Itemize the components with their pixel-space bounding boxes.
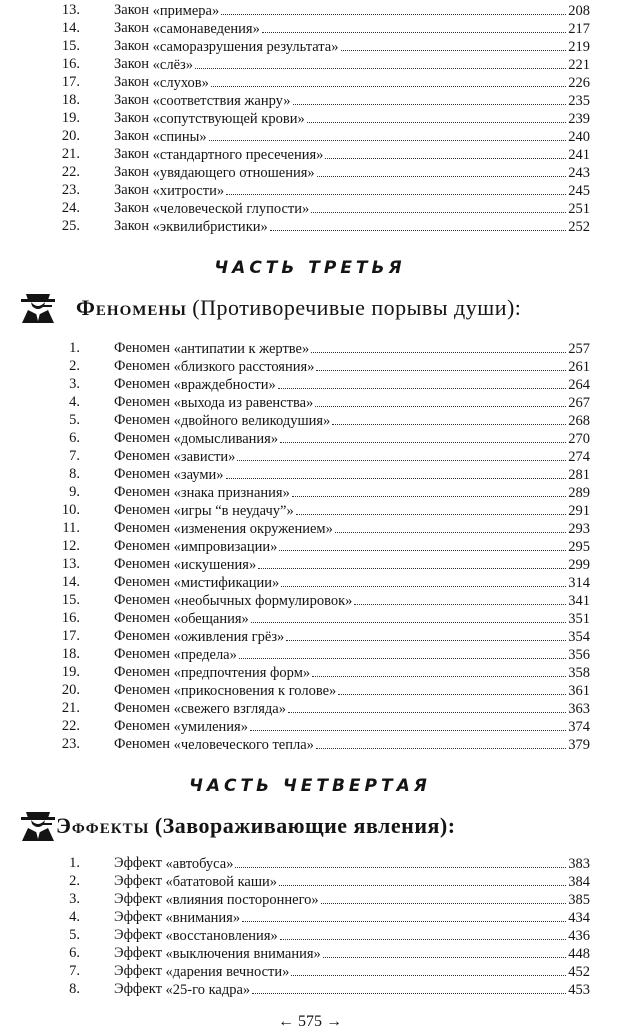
leader-dots <box>292 483 566 497</box>
entry-title: «мистификации» <box>173 575 280 591</box>
leader-dots <box>296 501 567 515</box>
leader-dots <box>252 980 566 994</box>
entry-kind-label: Феномен <box>114 448 170 464</box>
entry-kind-label: Закон <box>114 56 150 72</box>
entry-number: 14. <box>61 574 80 590</box>
entry-kind-label: Феномен <box>114 412 170 428</box>
leader-dots <box>239 645 566 659</box>
entry-number: 14. <box>61 20 80 36</box>
toc-entry <box>0 926 620 945</box>
leader-dots <box>278 375 566 389</box>
entry-title: «зауми» <box>173 467 224 483</box>
toc-entry <box>0 980 620 999</box>
entry-kind-label: Закон <box>114 128 150 144</box>
entry-title: «предпочтения форм» <box>173 665 311 681</box>
entry-kind-label: Феномен <box>114 430 170 446</box>
effects-heading <box>0 806 620 846</box>
entry-page: 252 <box>568 219 590 235</box>
toc-entry <box>0 717 620 736</box>
toc-entry <box>0 681 620 700</box>
entry-title: «изменения окружением» <box>173 521 333 537</box>
leader-dots <box>316 357 566 371</box>
entry-title: «домысливания» <box>173 431 279 447</box>
entry-number: 22. <box>61 164 80 180</box>
toc-entry <box>0 429 620 448</box>
entry-page: 383 <box>568 856 590 872</box>
entry-number: 11. <box>62 520 80 536</box>
leader-dots <box>323 944 566 958</box>
entry-title: «увядающего отношения» <box>152 165 315 181</box>
entry-page: 356 <box>568 647 590 663</box>
entry-page: 448 <box>568 946 590 962</box>
entry-title: «выхода из равенства» <box>173 395 314 411</box>
entry-number: 18. <box>61 92 80 108</box>
toc-entry <box>0 447 620 466</box>
entry-number: 17. <box>61 628 80 644</box>
entry-kind-label: Закон <box>114 218 150 234</box>
entry-page: 243 <box>568 165 590 181</box>
entry-kind-label: Эффект <box>114 945 162 961</box>
entry-page: 363 <box>568 701 590 717</box>
entry-number: 8. <box>69 466 80 482</box>
entry-page: 453 <box>568 982 590 998</box>
toc-entry <box>0 411 620 430</box>
entry-number: 6. <box>69 430 80 446</box>
leader-dots <box>281 573 566 587</box>
toc-entry <box>0 609 620 628</box>
entry-kind-label: Закон <box>114 110 150 126</box>
entry-page: 379 <box>568 737 590 753</box>
entry-number: 2. <box>69 873 80 889</box>
toc-entry <box>0 483 620 502</box>
leader-dots <box>226 465 567 479</box>
entry-kind-label: Феномен <box>114 736 170 752</box>
entry-title: «слёз» <box>152 57 193 73</box>
entry-kind-label: Закон <box>114 146 150 162</box>
leader-dots <box>338 681 566 695</box>
toc-entry <box>0 519 620 538</box>
entry-number: 13. <box>61 2 80 18</box>
entry-number: 15. <box>61 38 80 54</box>
entry-page: 267 <box>568 395 590 411</box>
leader-dots <box>291 962 566 976</box>
entry-number: 21. <box>61 700 80 716</box>
entry-number: 19. <box>61 110 80 126</box>
toc-entry <box>0 699 620 718</box>
toc-entry <box>0 393 620 412</box>
entry-number: 3. <box>69 891 80 907</box>
entry-page: 384 <box>568 874 590 890</box>
entry-page: 452 <box>568 964 590 980</box>
entry-page: 361 <box>568 683 590 699</box>
entry-kind-label: Феномен <box>114 340 170 356</box>
entry-title: «импровизации» <box>173 539 278 555</box>
entry-kind-label: Феномен <box>114 574 170 590</box>
entry-kind-label: Феномен <box>114 700 170 716</box>
entry-number: 1. <box>69 340 80 356</box>
entry-title: «автобуса» <box>165 856 234 872</box>
entry-number: 20. <box>61 128 80 144</box>
entry-number: 5. <box>69 412 80 428</box>
section-description: (Завораживающие явления): <box>154 813 456 838</box>
entry-page: 270 <box>568 431 590 447</box>
entry-kind-label: Феномен <box>114 664 170 680</box>
entry-page: 385 <box>568 892 590 908</box>
entry-title: «эквилибристики» <box>152 219 268 235</box>
phenomena-heading <box>0 288 620 328</box>
entry-kind-label: Феномен <box>114 394 170 410</box>
entry-page: 436 <box>568 928 590 944</box>
leader-dots <box>237 447 566 461</box>
leader-dots <box>312 663 566 677</box>
entry-page: 219 <box>568 39 590 55</box>
entry-number: 17. <box>61 74 80 90</box>
entry-kind-label: Феномен <box>114 718 170 734</box>
entry-kind-label: Закон <box>114 200 150 216</box>
leader-dots <box>251 609 566 623</box>
entry-page: 226 <box>568 75 590 91</box>
part-three-title: ЧАСТЬ ТРЕТЬЯ <box>214 258 406 278</box>
entry-kind-label: Феномен <box>114 592 170 608</box>
entry-number: 8. <box>69 981 80 997</box>
toc-entry <box>0 663 620 682</box>
entry-number: 12. <box>61 538 80 554</box>
leader-dots <box>335 519 566 533</box>
entry-kind-label: Феномен <box>114 466 170 482</box>
entry-kind-label: Феномен <box>114 556 170 572</box>
entry-page: 241 <box>568 147 590 163</box>
entry-title: «саморазрушения результата» <box>152 39 339 55</box>
entry-title: «оживления грёз» <box>173 629 285 645</box>
leader-dots <box>250 717 566 731</box>
entry-title: «человеческого тепла» <box>173 737 314 753</box>
entry-page: 261 <box>568 359 590 375</box>
arrow-right-icon: → <box>326 1013 342 1030</box>
entry-number: 23. <box>61 736 80 752</box>
entry-title: «свежего взгляда» <box>173 701 286 717</box>
entry-title: «близкого расстояния» <box>173 359 315 375</box>
leader-dots <box>288 699 566 713</box>
toc-entry <box>0 375 620 394</box>
entry-kind-label: Эффект <box>114 873 162 889</box>
entry-page: 274 <box>568 449 590 465</box>
section-name: Феномены <box>76 295 187 320</box>
entry-page: 295 <box>568 539 590 555</box>
entry-title: «двойного великодушия» <box>173 413 331 429</box>
entry-number: 19. <box>61 664 80 680</box>
leader-dots <box>354 591 566 605</box>
entry-number: 4. <box>69 394 80 410</box>
leader-dots <box>311 339 566 353</box>
entry-kind-label: Закон <box>114 2 150 18</box>
entry-kind-label: Закон <box>114 38 150 54</box>
entry-page: 354 <box>568 629 590 645</box>
entry-title: «хитрости» <box>152 183 225 199</box>
leader-dots <box>258 555 566 569</box>
entry-number: 2. <box>69 358 80 374</box>
entry-page: 314 <box>568 575 590 591</box>
entry-title: «знака признания» <box>173 485 290 501</box>
entry-kind-label: Феномен <box>114 484 170 500</box>
toc-entry <box>0 854 620 873</box>
entry-kind-label: Эффект <box>114 909 162 925</box>
entry-kind-label: Феномен <box>114 646 170 662</box>
leader-dots <box>280 926 567 940</box>
entry-number: 15. <box>61 592 80 608</box>
entry-kind-label: Феномен <box>114 610 170 626</box>
entry-number: 21. <box>61 146 80 162</box>
entry-title: «примера» <box>152 3 220 19</box>
entry-title: «сопутствующей крови» <box>152 111 305 127</box>
entry-page: 268 <box>568 413 590 429</box>
leader-dots <box>280 429 566 443</box>
entry-title: «выключения внимания» <box>165 946 321 962</box>
toc-entry <box>0 890 620 909</box>
entry-number: 7. <box>69 448 80 464</box>
detective-icon <box>18 288 58 329</box>
toc-entry <box>0 645 620 664</box>
entry-page: 217 <box>568 21 590 37</box>
entry-kind-label: Эффект <box>114 927 162 943</box>
entry-title: «внимания» <box>165 910 241 926</box>
entry-kind-label: Феномен <box>114 502 170 518</box>
toc-entry <box>0 555 620 574</box>
entry-kind-label: Эффект <box>114 963 162 979</box>
entry-title: «человеческой глупости» <box>152 201 310 217</box>
entry-title: «дарения вечности» <box>165 964 290 980</box>
entry-title: «слухов» <box>152 75 209 91</box>
toc-entry <box>0 872 620 891</box>
toc-entry <box>0 339 620 358</box>
entry-page: 264 <box>568 377 590 393</box>
entry-kind-label: Закон <box>114 20 150 36</box>
entry-page: 358 <box>568 665 590 681</box>
toc-entry <box>0 357 620 376</box>
leader-dots <box>279 872 566 886</box>
page-footer <box>0 1012 620 1032</box>
entry-number: 3. <box>69 376 80 392</box>
entry-number: 24. <box>61 200 80 216</box>
toc-entry <box>0 573 620 592</box>
entry-kind-label: Закон <box>114 74 150 90</box>
toc-entry <box>0 735 620 754</box>
entry-page: 289 <box>568 485 590 501</box>
entry-page: 374 <box>568 719 590 735</box>
entry-title: «прикосновения к голове» <box>173 683 337 699</box>
entry-title: «антипатии к жертве» <box>173 341 310 357</box>
entry-number: 7. <box>69 963 80 979</box>
part-four-title: ЧАСТЬ ЧЕТВЕРТАЯ <box>189 776 431 796</box>
entry-title: «бататовой каши» <box>165 874 278 890</box>
page-number: 575 <box>298 1013 322 1030</box>
leader-dots <box>286 627 566 641</box>
section-description: (Противоречивые порывы души): <box>192 295 522 320</box>
entry-kind-label: Феномен <box>114 376 170 392</box>
entry-page: 235 <box>568 93 590 109</box>
entry-kind-label: Феномен <box>114 628 170 644</box>
entry-title: «игры “в неудачу”» <box>173 503 294 519</box>
entry-number: 5. <box>69 927 80 943</box>
entry-page: 239 <box>568 111 590 127</box>
leader-dots <box>316 735 566 749</box>
entry-title: «искушения» <box>173 557 257 573</box>
entry-page: 240 <box>568 129 590 145</box>
entry-title: «25-го кадра» <box>165 982 251 998</box>
entry-kind-label: Феномен <box>114 538 170 554</box>
toc-entry <box>0 944 620 963</box>
entry-kind-label: Феномен <box>114 358 170 374</box>
entry-number: 10. <box>61 502 80 518</box>
entry-page: 251 <box>568 201 590 217</box>
entry-number: 6. <box>69 945 80 961</box>
entry-number: 18. <box>61 646 80 662</box>
entry-page: 341 <box>568 593 590 609</box>
entry-kind-label: Эффект <box>114 981 162 997</box>
entry-kind-label: Эффект <box>114 891 162 907</box>
entry-number: 13. <box>61 556 80 572</box>
toc-entry <box>0 501 620 520</box>
entry-page: 299 <box>568 557 590 573</box>
leader-dots <box>242 908 566 922</box>
entry-kind-label: Феномен <box>114 682 170 698</box>
entry-page: 208 <box>568 3 590 19</box>
entry-number: 9. <box>69 484 80 500</box>
entry-page: 293 <box>568 521 590 537</box>
entry-title: «враждебности» <box>173 377 276 393</box>
entry-title: «влияния постороннего» <box>165 892 319 908</box>
entry-title: «зависти» <box>173 449 236 465</box>
entry-page: 257 <box>568 341 590 357</box>
entry-number: 4. <box>69 909 80 925</box>
entry-page: 434 <box>568 910 590 926</box>
leader-dots <box>332 411 566 425</box>
entry-title: «предела» <box>173 647 237 663</box>
toc-entry <box>0 627 620 646</box>
toc-entry <box>0 591 620 610</box>
entry-kind-label: Феномен <box>114 520 170 536</box>
entry-number: 25. <box>61 218 80 234</box>
entry-number: 23. <box>61 182 80 198</box>
toc-entry <box>0 908 620 927</box>
entry-title: «восстановления» <box>165 928 278 944</box>
entry-kind-label: Закон <box>114 182 150 198</box>
arrow-left-icon: ← <box>278 1013 294 1030</box>
toc-entry <box>0 465 620 484</box>
entry-number: 16. <box>61 610 80 626</box>
toc-entry <box>0 962 620 981</box>
entry-number: 22. <box>61 718 80 734</box>
entry-page: 291 <box>568 503 590 519</box>
entry-number: 20. <box>61 682 80 698</box>
entry-title: «соответствия жанру» <box>152 93 291 109</box>
leader-dots <box>315 393 566 407</box>
leader-dots <box>279 537 566 551</box>
toc-entry <box>0 537 620 556</box>
entry-title: «стандартного пресечения» <box>152 147 324 163</box>
entry-number: 16. <box>61 56 80 72</box>
entry-kind-label: Эффект <box>114 855 162 871</box>
entry-kind-label: Закон <box>114 164 150 180</box>
entry-page: 281 <box>568 467 590 483</box>
entry-page: 221 <box>568 57 590 73</box>
entry-title: «спины» <box>152 129 207 145</box>
entry-page: 245 <box>568 183 590 199</box>
leader-dots <box>321 890 567 904</box>
entry-kind-label: Закон <box>114 92 150 108</box>
entry-title: «умиления» <box>173 719 248 735</box>
entry-title: «обещания» <box>173 611 249 627</box>
detective-icon <box>18 806 58 847</box>
entry-title: «самонаведения» <box>152 21 260 37</box>
entry-title: «необычных формулировок» <box>173 593 353 609</box>
entry-page: 351 <box>568 611 590 627</box>
leader-dots <box>235 854 566 868</box>
section-name: Эффекты <box>56 813 150 838</box>
entry-number: 1. <box>69 855 80 871</box>
